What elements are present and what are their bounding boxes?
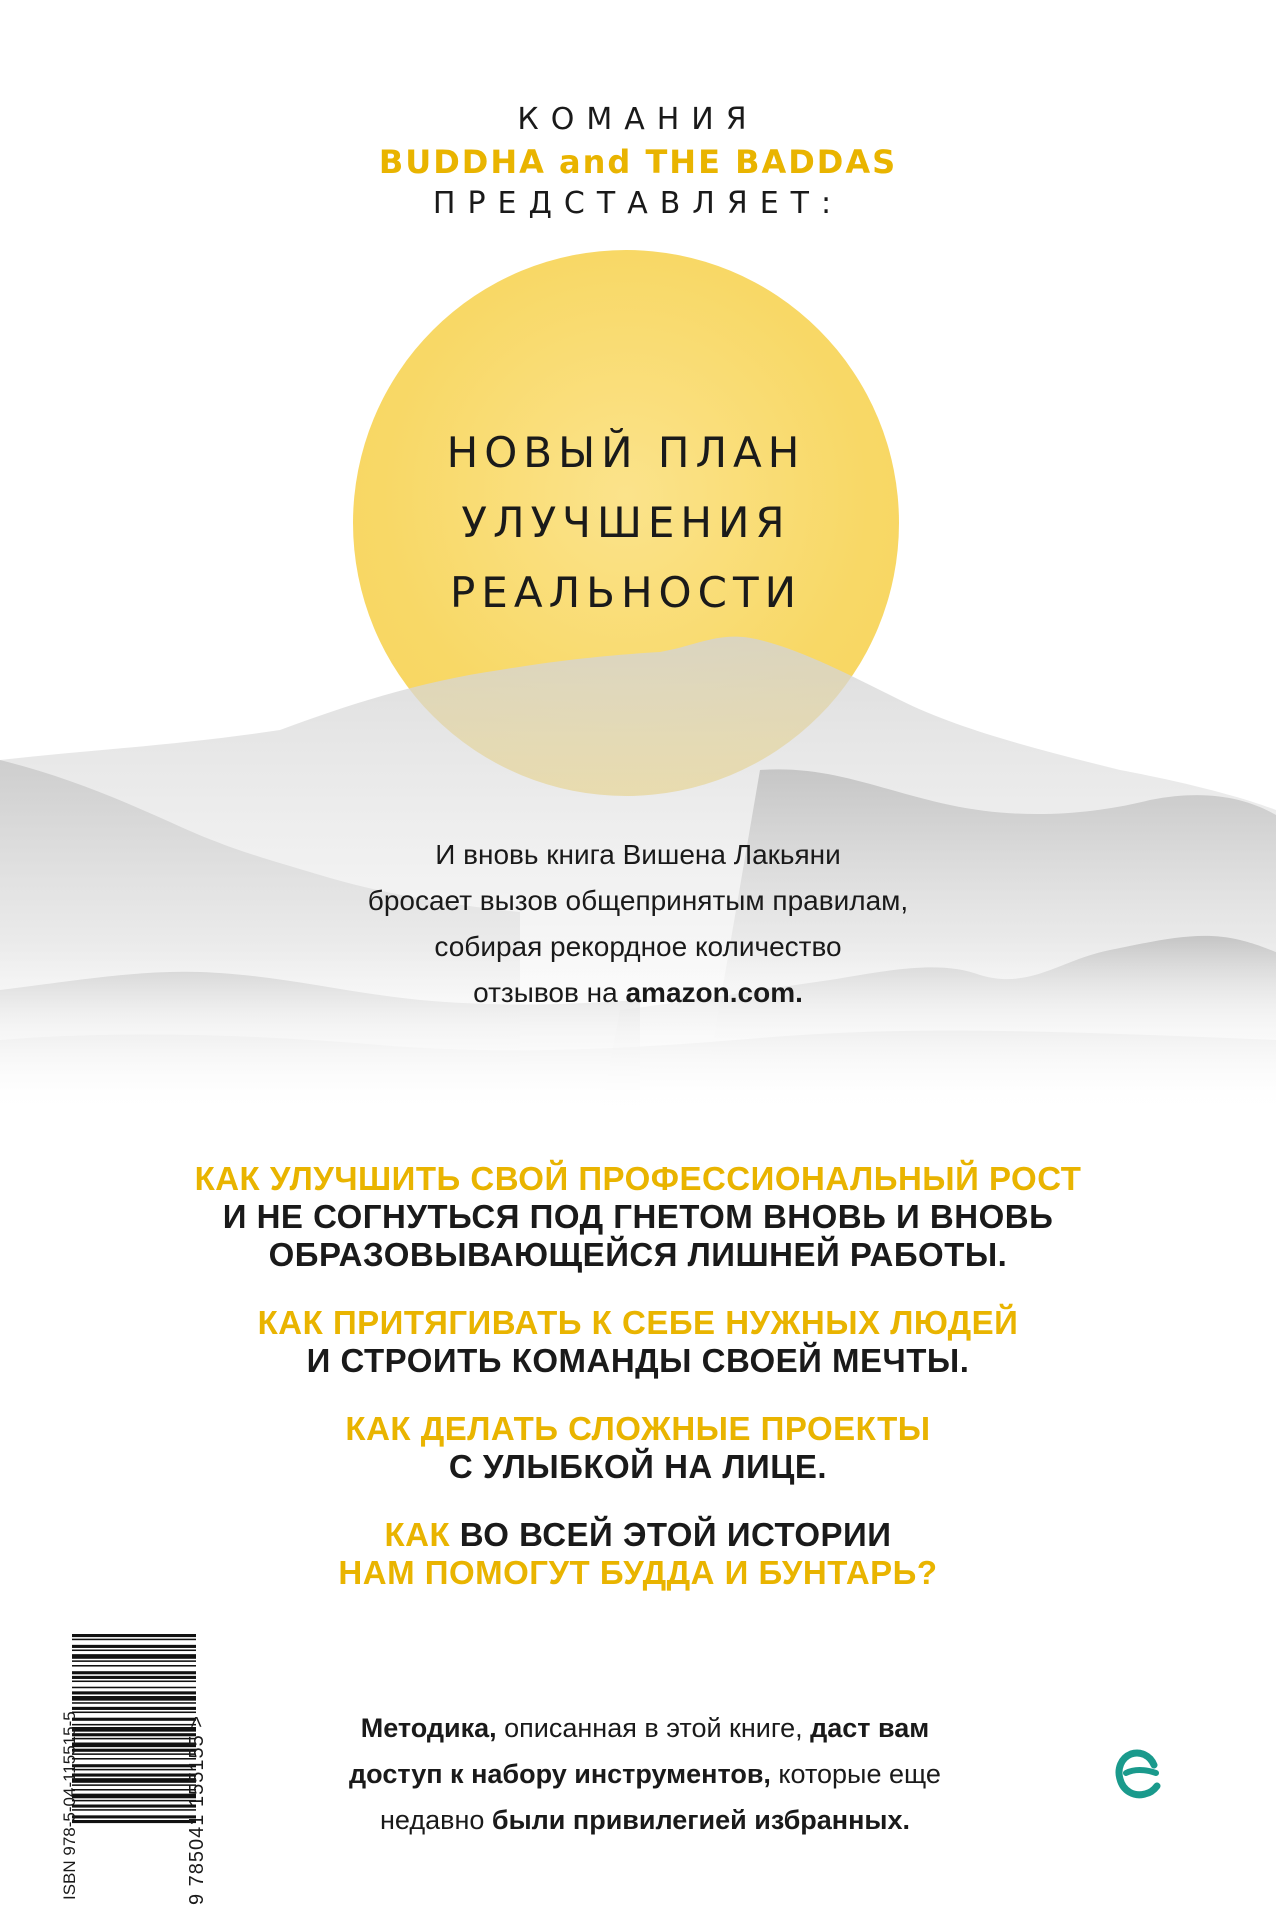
- header: [0, 100, 1276, 224]
- barcode-bar: [72, 1789, 196, 1791]
- blurb-line-3: собирая рекордное количество: [434, 931, 842, 962]
- barcode-bar: [72, 1687, 196, 1689]
- benefit-4-highlight-start: КАК: [384, 1516, 451, 1553]
- barcode-bar: [72, 1718, 196, 1721]
- footer-line-2-bold: доступ к набору инструментов,: [349, 1759, 771, 1789]
- benefit-item-1: [0, 1160, 1276, 1274]
- benefit-4-dark-rest: ВО ВСЕЙ ЭТОЙ ИСТОРИИ: [450, 1516, 892, 1553]
- isbn-barcode: [72, 1632, 196, 1902]
- book-title-line-1: НОВЫЙ ПЛАН: [446, 428, 806, 477]
- header-line-company: КОМАНИЯ: [517, 102, 759, 137]
- barcode-bar: [72, 1696, 196, 1701]
- benefit-1-line-1: И НЕ СОГНУТЬСЯ ПОД ГНЕТОМ ВНОВЬ И ВНОВЬ: [222, 1198, 1054, 1235]
- benefit-3-highlight: КАК ДЕЛАТЬ СЛОЖНЫЕ ПРОЕКТЫ: [345, 1410, 931, 1447]
- footer-line-1-bold: Методика,: [360, 1713, 497, 1743]
- barcode-bar: [72, 1815, 196, 1818]
- barcode-bar: [72, 1660, 196, 1662]
- barcode-bar: [72, 1634, 196, 1637]
- barcode-bar: [72, 1665, 196, 1667]
- barcode-bar: [72, 1764, 196, 1767]
- benefit-item-4: [0, 1516, 1276, 1592]
- barcode-bar: [72, 1820, 196, 1823]
- barcode-bar: [72, 1753, 196, 1755]
- blurb-line-1: И вновь книга Вишена Лакьяни: [435, 839, 841, 870]
- header-line-brand: BUDDHA and THE BADDAS: [378, 143, 898, 181]
- barcode-bar: [72, 1702, 196, 1704]
- blurb-text: [0, 832, 1276, 1016]
- benefit-1-line-2: ОБРАЗОВЫВАЮЩЕЙСЯ ЛИШНЕЙ РАБОТЫ.: [268, 1236, 1008, 1273]
- barcode-bar: [72, 1758, 196, 1760]
- barcode-bar: [72, 1707, 196, 1710]
- barcode-bar: [72, 1712, 196, 1714]
- barcode-bar: [72, 1645, 196, 1648]
- barcode-bar: [72, 1639, 196, 1641]
- footer-line-2-text: которые еще: [770, 1759, 941, 1789]
- barcode-bar: [72, 1800, 196, 1802]
- benefit-2-highlight: КАК ПРИТЯГИВАТЬ К СЕБЕ НУЖНЫХ ЛЮДЕЙ: [257, 1304, 1019, 1341]
- barcode-digits: 9 785041 155155 >: [186, 1715, 208, 1905]
- barcode-bar: [72, 1749, 196, 1752]
- barcode-bar: [72, 1733, 196, 1736]
- footer-line-1-bold-2: даст вам: [810, 1713, 930, 1743]
- benefit-item-2: [0, 1304, 1276, 1380]
- footer-line-3-bold: были привилегией избранных.: [491, 1805, 910, 1835]
- barcode-bar: [72, 1724, 196, 1726]
- barcode-bar: [72, 1784, 196, 1786]
- footer-line-3-text: недавно: [380, 1805, 492, 1835]
- barcode-bar: [72, 1727, 196, 1732]
- barcode-bar: [72, 1743, 196, 1748]
- barcode-bar: [72, 1794, 196, 1799]
- header-line-presents: ПРЕДСТАВЛЯЕТ:: [432, 186, 844, 221]
- barcode-bar: [72, 1769, 196, 1771]
- blurb-line-4: [0, 970, 1276, 1016]
- book-title-line-2: УЛУЧШЕНИЯ: [461, 498, 791, 547]
- benefit-4-line-1: [0, 1516, 1276, 1554]
- barcode-bar: [72, 1809, 196, 1811]
- barcode-bar: [72, 1691, 196, 1694]
- blurb-line-4-prefix: отзывов на: [473, 977, 626, 1008]
- benefit-item-3: [0, 1410, 1276, 1486]
- benefit-3-line-1: С УЛЫБКОЙ НА ЛИЦЕ.: [448, 1448, 828, 1485]
- blurb-line-2: бросает вызов общепринятым правилам,: [367, 885, 909, 916]
- footer-line-1-text: описанная в этой книге,: [496, 1713, 811, 1743]
- benefit-4-line-2: НАМ ПОМОГУТ БУДДА И БУНТАРЬ?: [338, 1554, 938, 1591]
- barcode-bar: [72, 1650, 196, 1652]
- eksmo-logo-icon: [1114, 1747, 1162, 1807]
- barcode-bar: [72, 1681, 196, 1683]
- barcode-bar: [72, 1805, 196, 1808]
- footer-text: [230, 1705, 1060, 1843]
- blurb-amazon-link-text: amazon.com.: [625, 977, 803, 1008]
- barcode-bar: [72, 1774, 196, 1777]
- book-title-line-3: РЕАЛЬНОСТИ: [449, 568, 803, 617]
- benefit-1-highlight: КАК УЛУЧШИТЬ СВОЙ ПРОФЕССИОНАЛЬНЫЙ РОСТ: [194, 1160, 1082, 1197]
- barcode-bar: [72, 1676, 196, 1679]
- barcode-bar: [72, 1738, 196, 1740]
- barcode-bar: [72, 1671, 196, 1674]
- footer-line-1: [230, 1705, 1060, 1751]
- book-title: [353, 418, 899, 628]
- barcode-bar: [72, 1778, 196, 1783]
- benefit-2-line-1: И СТРОИТЬ КОМАНДЫ СВОЕЙ МЕЧТЫ.: [306, 1342, 970, 1379]
- barcode-bar: [72, 1654, 196, 1659]
- footer-line-3: [230, 1797, 1060, 1843]
- benefits-list: [0, 1160, 1276, 1622]
- footer-line-2: [230, 1751, 1060, 1797]
- isbn-text: ISBN 978-5-04-115515-5: [60, 1711, 79, 1900]
